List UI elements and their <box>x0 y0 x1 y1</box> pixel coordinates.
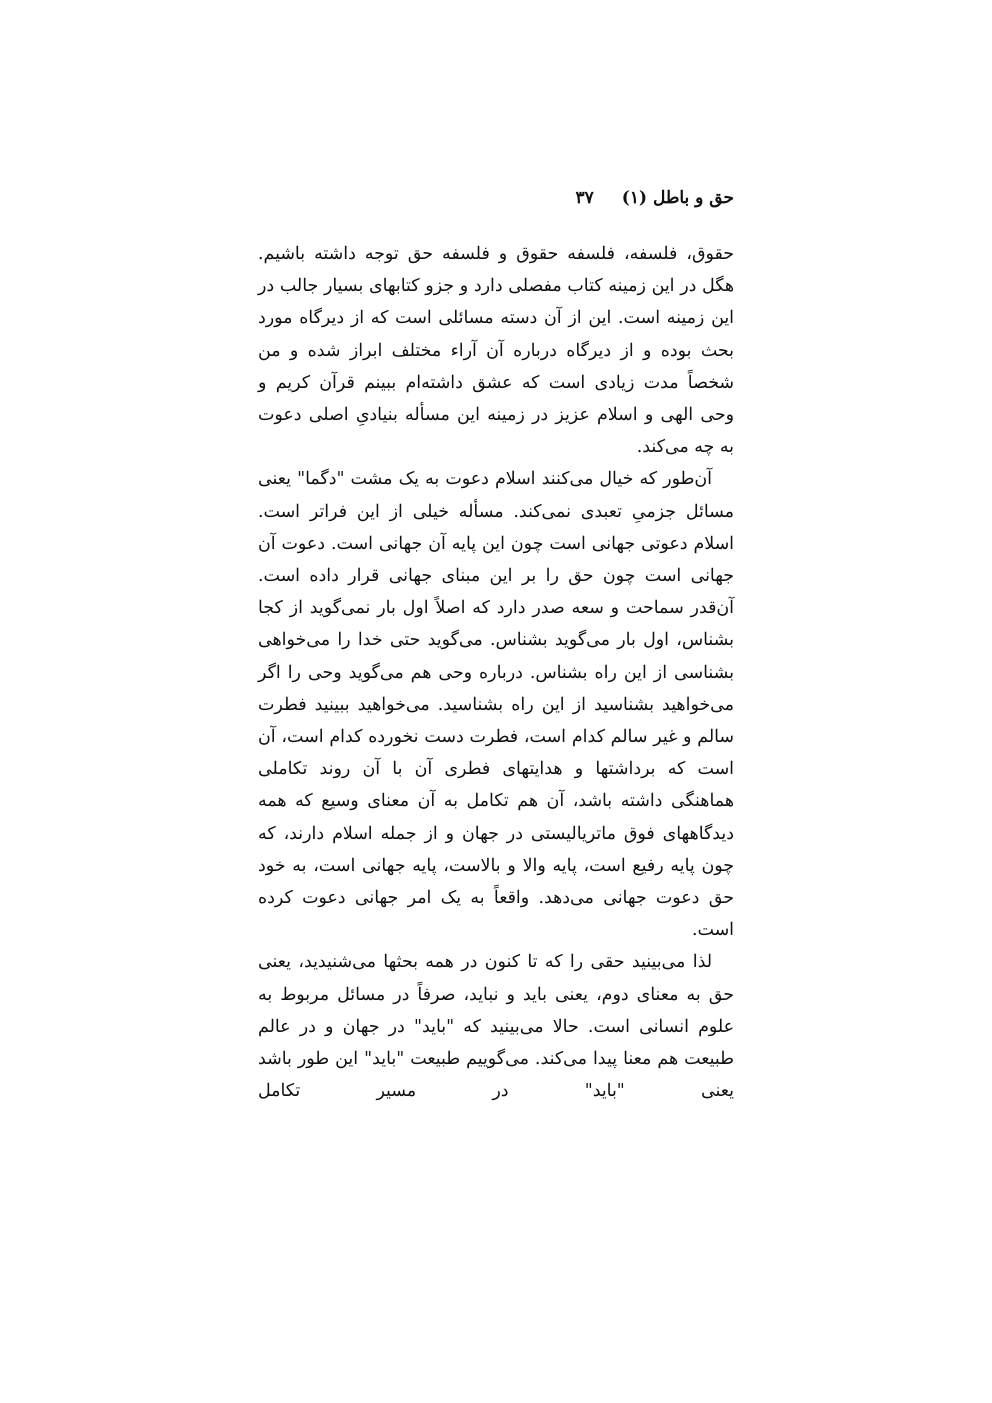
running-header <box>258 188 734 208</box>
chapter-title: حق و باطل (۱) <box>621 188 734 208</box>
paragraph-2: آن‌طور که خیال می‌کنند اسلام دعوت به یک مشت "دگما" یعنی مسائل جزمیِ تعبدی نمی‌کند. مسأله خیلی از این فراتر است. اسلام دعوتی جهانی است چون این پایه آن جهانی است. دعوت آن جهانی است چون حق را بر این مبنای جهانی قرار داده است. آن‌قدر سماحت و سعه صدر دارد که اصلاً اول بار نمی‌گوید از کجا بشناس، اول بار می‌گوید بشناس. می‌گوید حتی خدا را می‌خواهی بشناسی از این راه بشناس. درباره وحی هم می‌گوید وحی را اگر می‌خواهید بشناسید از این راه بشناسید. می‌خواهید ببینید فطرت سالم و غیر سالم کدام است، فطرت دست نخورده کدام است، آن است که برداشتها و هدایتهای فطری آن با آن روند تکاملی هماهنگی داشته باشد، آن هم تکامل به آن معنای وسیع که همه دیدگاههای فوق ماتریالیستی در جهان و از جمله اسلام دارند، که چون پایه رفیع است، پایه والا و بالاست، پایه جهانی است، به خود حق دعوت جهانی می‌دهد. واقعاً به یک امر جهانی دعوت کرده است. <box>258 469 734 941</box>
paragraph-3: لذا می‌بینید حقی را که تا کنون در همه بحثها می‌شنیدید، یعنی حق به معنای دوم، یعنی باید و نباید، صرفاً در مسائل مربوط به علوم انسانی است. حالا می‌بینید که "باید" در جهان و در عالم طبیعت هم معنا پیدا می‌کند. می‌گوییم طبیعت "باید" این طور باشد یعنی "باید" در مسیر تکامل <box>258 952 734 1102</box>
body-text <box>258 238 734 1107</box>
page-number: ۳۷ <box>575 188 594 208</box>
paragraph-1: حقوق، فلسفه، فلسفه حقوق و فلسفه حق توجه داشته باشیم. هگل در این زمینه کتاب مفصلی دارد و جزو کتابهای بسیار جالب در این زمینه است. این از آن دسته مسائلی است که از دیرگاه مورد بحث بوده و از دیرگاه درباره آن آراء مختلف ابراز شده و من شخصاً مدت زیادی است که عشق داشته‌ام ببینم قرآن کریم و وحی الهی و اسلام عزیز در زمینه این مسأله بنیادیِ اصلی دعوت به چه می‌کند. <box>258 244 734 458</box>
